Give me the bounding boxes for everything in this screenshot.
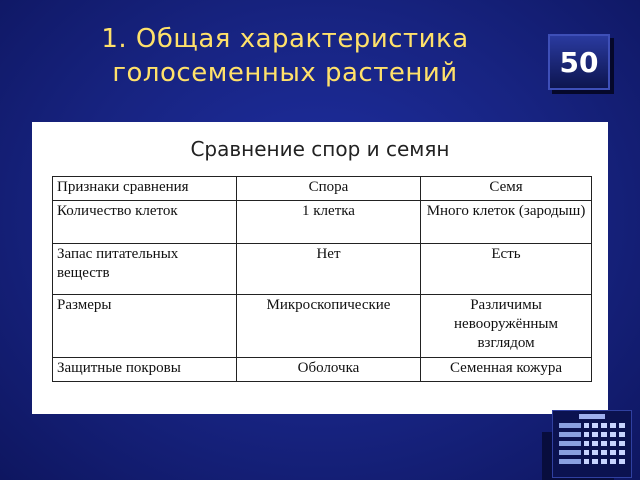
table-row [53,358,592,382]
thumbnail-grid [559,423,625,468]
table-cell: Нет [237,244,421,295]
header-cell: Семя [421,177,592,201]
slide-title: 1. Общая характеристика голосеменных растений [101,24,469,88]
table-cell: 1 клетка [237,201,421,244]
table-cell: Оболочка [237,358,421,382]
content-panel [32,122,608,414]
table-cell: Размеры [53,295,237,358]
table-cell: Количество клеток [53,201,237,244]
table-row [53,244,592,295]
score-badge: 50 [548,34,610,90]
header-cell: Спора [237,177,421,201]
comparison-table [52,176,592,382]
thumbnail-header [579,414,605,419]
table-header-row [53,177,592,201]
table-row [53,201,592,244]
panel-heading: Сравнение спор и семян [190,137,450,161]
table-cell: Запас питательных веществ [53,244,237,295]
header-cell: Признаки сравнения [53,177,237,201]
table-row [53,295,592,358]
table-cell: Семенная кожура [421,358,592,382]
game-board-thumbnail-button[interactable] [552,410,632,478]
table-cell: Защитные покровы [53,358,237,382]
table-cell: Много клеток (зародыш) [421,201,592,244]
table-cell: Различимы невооружённым взглядом [421,295,592,358]
table-cell: Есть [421,244,592,295]
table-cell: Микроскопические [237,295,421,358]
